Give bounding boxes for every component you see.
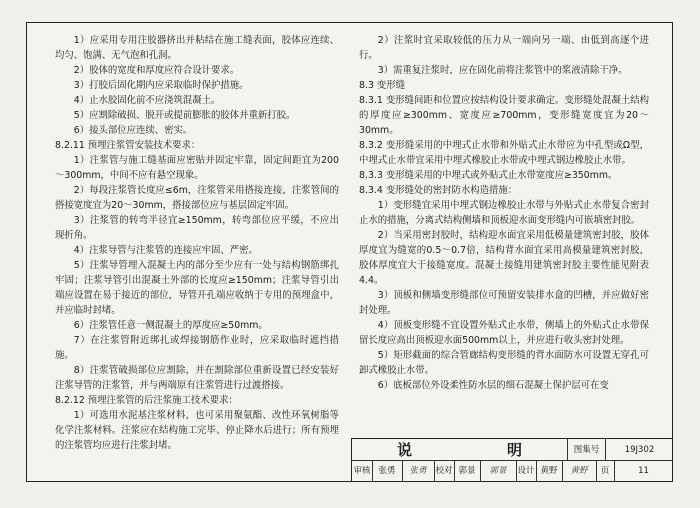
paragraph: 4）止水胶固化前不应浇筑混凝土。 <box>73 95 221 106</box>
paragraph: 1）应采用专用注胶器挤出并粘结在施工缝表面，胶体应连续、均匀、饱满、无气泡和孔洞。 <box>55 35 339 61</box>
divider <box>372 461 373 482</box>
paragraph: 2）注浆时宜采取较低的压力从一端向另一端、由低到高逐个进行。 <box>359 35 649 61</box>
paragraph: 7）在注浆管附近绑扎或焊接钢筋作业时，应采取临时遮挡措施。 <box>55 335 339 361</box>
sheet-title: 说 明 <box>352 439 568 461</box>
clause-heading: 8.2.11 预埋注浆管安装技术要求： <box>55 140 201 151</box>
paragraph: 2）当采用密封胶时，结构迎水面宜采用低模量建筑密封胶，胶体厚度宜为缝宽的0.5～0.7倍，结构背水面宜采用高模量建筑密封胶，胶体厚度宜大于接缝宽度。混凝土接缝用建筑密封胶主要性能见附表4.4。 <box>359 230 649 286</box>
paragraph: 4）顶板变形缝不宜设置外贴式止水带，侧墙上的外贴式止水带保留长度应高出顶板迎水面500mm以上，并应进行收头密封处理。 <box>359 320 649 346</box>
divider <box>536 461 537 482</box>
paragraph: 3）打胶后固化期内应采取临时保护措施。 <box>73 80 249 91</box>
paragraph: 5）应割除破损、脱开或提前膨胀的胶体并重新打胶。 <box>73 110 296 121</box>
clause-heading: 8.2.12 预埋注浆管的后注浆施工技术要求： <box>55 395 238 406</box>
paragraph: 2）每段注浆管长度应≤6m，注浆管采用搭接连接，注浆管间的搭接宽度宜为20～30mm，搭接部位应与基层固定牢固。 <box>55 185 339 211</box>
atlas-number: 19J302 <box>606 439 673 461</box>
paragraph: 5）矩形截面的综合管廊结构变形缝的背水面防水可设置无穿孔可卸式橡胶止水带。 <box>359 350 649 376</box>
drawing-sheet <box>26 22 673 482</box>
paragraph: 4）注浆导管与注浆管的连接应牢固、严密。 <box>73 245 258 256</box>
paragraph: 3）需重复注浆时，应在固化前将注浆管中的浆液清除干净。 <box>377 65 628 76</box>
right-text-column <box>359 33 649 393</box>
page-label: 页 <box>600 466 610 476</box>
left-text-column <box>55 33 339 453</box>
paragraph: 1）可选用水泥基注浆材料，也可采用聚氨酯、改性环氧树脂等化学注浆材料。注浆应在结构施工完毕、停止降水后进行；所有预埋的注浆管均应进行注浆封堵。 <box>55 410 339 451</box>
paragraph: 2）胶体的宽度和厚度应符合设计要求。 <box>73 65 240 76</box>
checker-signature: 郭景 <box>489 466 507 476</box>
paragraph: 3）注浆管的转弯半径宜≥150mm，转弯部位应平缓，不应出现折角。 <box>55 215 339 241</box>
paragraph: 1）注浆管与施工缝基面应密贴并固定牢靠，固定间距宜为200～300mm，中间不应有悬空现象。 <box>55 155 339 181</box>
checker-name: 郭景 <box>458 466 476 476</box>
check-label: 校对 <box>435 466 453 476</box>
paragraph: 1）变形缝宜采用中埋式钢边橡胶止水带与外贴式止水带复合密封止水的措施，分离式结构侧墙和顶板迎水面变形缝内可嵌填密封胶。 <box>359 200 649 226</box>
divider <box>480 461 481 482</box>
paragraph: 6）注浆管任意一侧混凝土的厚度应≥50mm。 <box>73 320 268 331</box>
clause-heading: 8.3 变形缝 <box>359 80 406 91</box>
divider <box>434 461 435 482</box>
divider <box>454 461 455 482</box>
paragraph: 6）底板部位外设柔性防水层的细石混凝土保护层可在变 <box>377 380 609 391</box>
clause-heading: 8.3.3 变形缝采用的中埋式或外贴式止水带宽度应≥350mm。 <box>359 170 618 181</box>
paragraph: 8）注浆管破损部位应割除，并在割除部位重新设置已经安装好注浆导管的注浆管，并与两端原有注浆管进行过渡搭接。 <box>55 365 339 391</box>
design-label: 设计 <box>517 466 535 476</box>
reviewer-name: 张勇 <box>378 466 396 476</box>
divider <box>562 461 563 482</box>
divider <box>614 461 615 482</box>
clause-heading: 8.3.1 变形缝间距和位置应按结构设计要求确定。变形缝处混凝土结构的厚度应≥300mm、宽度应≥700mm，变形缝宽度宜为20～30mm。 <box>359 95 649 136</box>
divider <box>516 461 517 482</box>
page-number: 11 <box>638 466 649 476</box>
reviewer-signature: 张勇 <box>409 466 427 476</box>
atlas-number-label: 图集号 <box>568 439 606 461</box>
designer-signature: 黄野 <box>570 466 588 476</box>
paragraph: 3）顶板和侧墙变形缝部位可预留安装排水盒的凹槽，并应做好密封处理。 <box>359 290 649 316</box>
paragraph: 6）接头部位应连续、密实。 <box>73 125 193 136</box>
designer-name: 黄野 <box>540 466 558 476</box>
clause-heading: 8.3.4 变形缝处的密封防水构造措施： <box>359 185 518 196</box>
divider <box>402 461 403 482</box>
title-block <box>351 438 672 481</box>
clause-heading: 8.3.2 变形缝采用的中埋式止水带和外贴式止水带应为中孔型或Ω型，中埋式止水带宜采用中埋式橡胶止水带或中埋式钢边橡胶止水带。 <box>359 140 649 166</box>
paragraph: 5）注浆导管埋入混凝土内的部分至少应有一处与结构钢筋绑扎牢固；注浆导管引出混凝土外部的长度应≥150mm；注浆导管引出端应设置在易于接近的部位，导管开孔端应收纳于专用的预埋盒中，并应临时封堵。 <box>55 260 339 316</box>
divider <box>596 461 597 482</box>
review-label: 审核 <box>353 466 371 476</box>
